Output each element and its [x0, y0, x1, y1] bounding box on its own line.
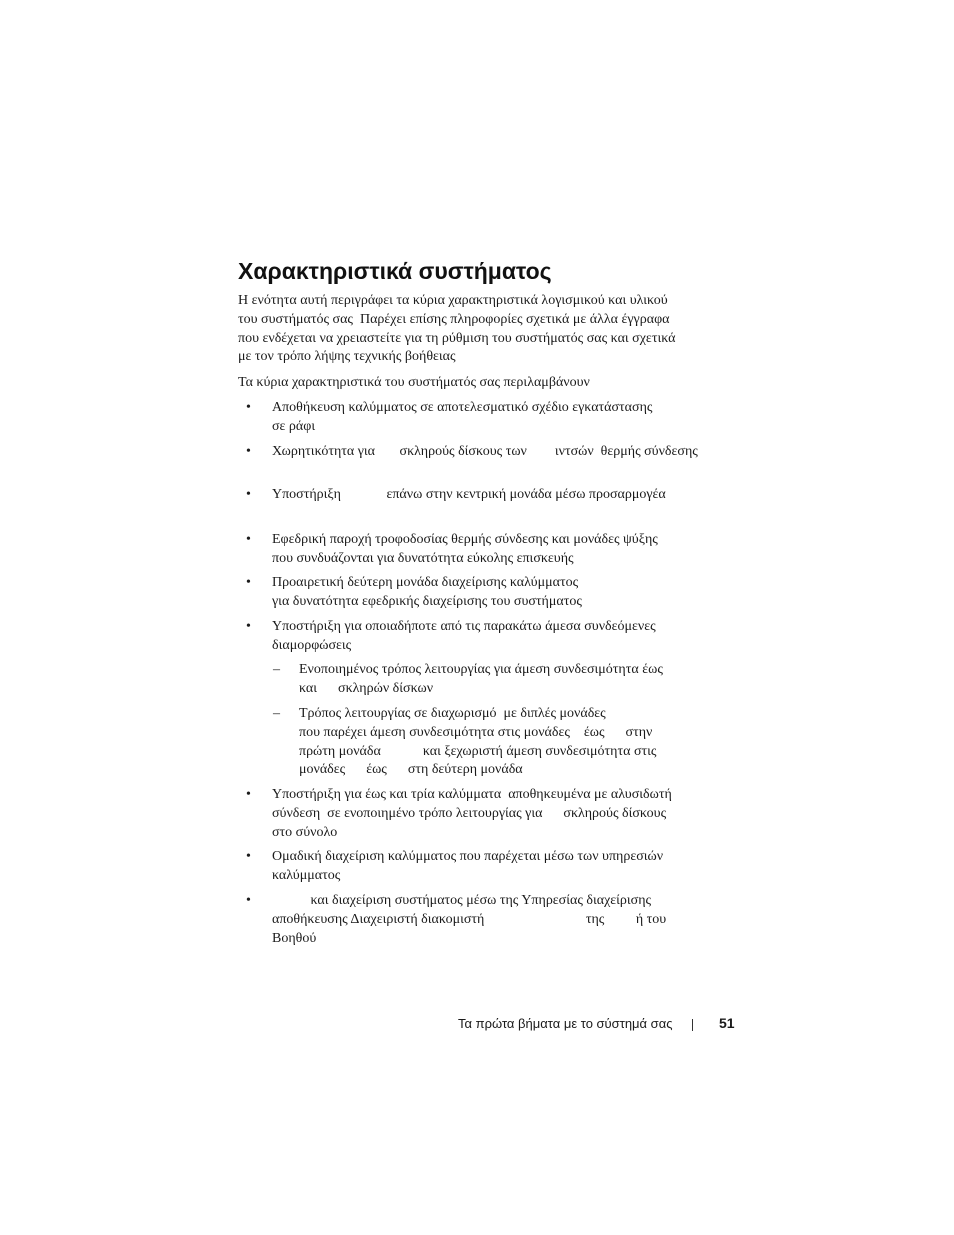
bullet-line: και διαχείριση συστήματος μέσω της Υπηρεσίας διαχείρισης	[272, 893, 652, 908]
bullet-line: για δυνατότητα εφεδρικής διαχείρισης του συστήματος	[272, 593, 582, 609]
bullet-marker: •	[246, 532, 251, 547]
feature-bullet	[272, 786, 672, 842]
bullet-line: Εφεδρική παροχή τροφοδοσίας θερμής σύνδεσης και μονάδες ψύξης	[272, 532, 658, 547]
sub-bullet-line: Τρόπος λειτουργίας σε διαχωρισμό με διπλές μονάδες	[299, 706, 606, 721]
feature-bullet	[272, 848, 663, 886]
intro-line: του συστήματός σας Παρέχει επίσης πληροφορίες σχετικά με άλλα έγγραφα	[238, 311, 670, 327]
bullet-marker: •	[246, 849, 251, 864]
bullet-line: που συνδυάζονται για δυνατότητα εύκολης επισκευής	[272, 550, 574, 566]
page-number: 51	[719, 1015, 735, 1031]
bullet-line: Υποστήριξη για έως και τρία καλύμματα αποθηκευμένα με αλυσιδωτή	[272, 787, 672, 802]
intro-line: Η ενότητα αυτή περιγράφει τα κύρια χαρακτηριστικά λογισμικού και υλικού	[238, 293, 668, 308]
section-heading: Χαρακτηριστικά συστήματος	[238, 258, 552, 284]
footer-divider	[692, 1019, 693, 1031]
bullet-line: καλύμματος	[272, 867, 341, 883]
sub-bullet	[299, 661, 663, 699]
bullet-marker: •	[246, 787, 251, 802]
bullet-line: σύνδεση σε ενοποιημένο τρόπο λειτουργίας για σκληρούς δίσκους	[272, 805, 667, 821]
feature-bullet	[272, 574, 582, 612]
feature-bullet	[272, 443, 698, 462]
sub-bullet-line: μονάδες έως στη δεύτερη μονάδα	[299, 762, 523, 778]
sub-bullet-line: Ενοποιημένος τρόπος λειτουργίας για άμεση συνδεσιμότητα έως	[299, 662, 663, 677]
bullet-line: Αποθήκευση καλύμματος σε αποτελεσματικό σχέδιο εγκατάστασης	[272, 400, 653, 415]
feature-bullet	[272, 892, 666, 948]
footer-chapter-title: Τα πρώτα βήματα με το σύστημά σας	[458, 1016, 673, 1031]
sub-bullet-marker: –	[273, 662, 280, 677]
feature-bullet	[272, 531, 658, 569]
bullet-line: στο σύνολο	[272, 824, 338, 840]
sub-bullet-line: που παρέχει άμεση συνδεσιμότητα στις μονάδες έως στην	[299, 724, 653, 740]
bullet-marker: •	[246, 893, 251, 908]
bullet-line: διαμορφώσεις	[272, 637, 352, 653]
bullet-marker: •	[246, 575, 251, 590]
bullet-line: Βοηθού	[272, 930, 317, 946]
bullet-marker: •	[246, 444, 251, 459]
bullet-line: Υποστήριξη για οποιαδήποτε από τις παρακάτω άμεσα συνδεόμενες	[272, 619, 656, 634]
sub-bullet-line: και σκληρών δίσκων	[299, 680, 434, 696]
bullet-line: Χωρητικότητα για σκληρούς δίσκους των ιντσών θερμής σύνδεσης	[272, 444, 698, 459]
bullet-line: Προαιρετική δεύτερη μονάδα διαχείρισης καλύμματος	[272, 575, 579, 590]
feature-bullet	[272, 399, 652, 437]
sub-bullet-marker: –	[273, 706, 280, 721]
bullet-line: σε ράφι	[272, 418, 316, 434]
intro-line: που ενδέχεται να χρειαστείτε για τη ρύθμιση του συστήματός σας και σχετικά	[238, 330, 676, 346]
bullet-marker: •	[246, 487, 251, 502]
feature-bullet	[272, 486, 666, 505]
lead-sentence: Τα κύρια χαρακτηριστικά του συστήματός σας περιλαμβάνουν	[238, 375, 590, 390]
bullet-line: αποθήκευσης Διαχειριστή διακομιστή της ή του	[272, 911, 667, 927]
sub-bullet-line: πρώτη μονάδα και ξεχωριστή άμεση συνδεσιμότητα στις	[299, 743, 657, 759]
intro-line: με τον τρόπο λήψης τεχνικής βοήθειας	[238, 349, 456, 365]
sub-bullet	[299, 705, 656, 780]
bullet-marker: •	[246, 400, 251, 415]
bullet-line: Ομαδική διαχείριση καλύμματος που παρέχεται μέσω των υπηρεσιών	[272, 849, 664, 864]
bullet-line: Υποστήριξη επάνω στην κεντρική μονάδα μέσω προσαρμογέα	[272, 487, 666, 502]
intro-paragraph	[238, 292, 675, 367]
bullet-marker: •	[246, 619, 251, 634]
feature-bullet	[272, 618, 656, 656]
